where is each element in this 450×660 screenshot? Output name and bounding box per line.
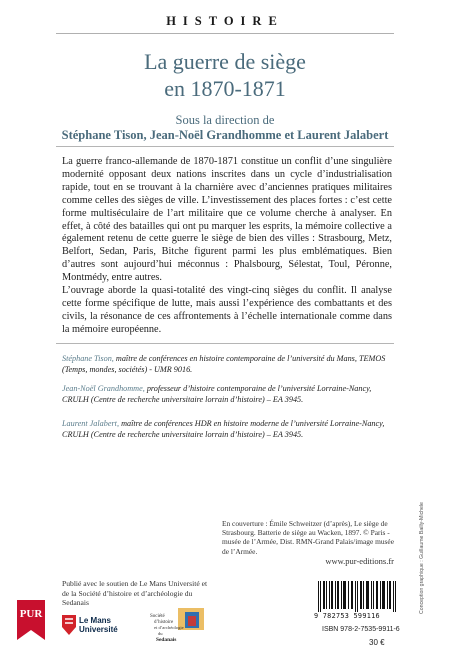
design-credit (412, 496, 428, 616)
barcode (316, 581, 399, 612)
support-text: Publié avec le soutien de Le Mans Université et de la Société d’histoire et d’archéologie du Sedanais (62, 579, 208, 607)
isbn: ISBN 978-2-7535-9911-6 (322, 626, 400, 633)
header-divider (56, 33, 394, 34)
design-credit-text: Conception graphique : Guillaume Bailly-Michele (419, 502, 425, 614)
author-text-2: professeur d’histoire contemporaine de l’université Lorraine-Nancy, CRULH (Centre de recherche universitaire lorrain d’histoire) – EA 3945. (62, 384, 372, 404)
author-name-2: Jean-Noël Grandhomme, (62, 384, 145, 393)
summary-paragraph-1: La guerre franco-allemande de 1870-1871 constitue un conflit d’une singulière modernité opposant deux nations inscrites dans un cycle d’industrialisation rapide, tout en se trouvant à la charnière avec d’anciennes pratiques militaires comme celles des sièges de ville. L’investissement des places fortes : c’est cette forme multiséculaire de l’art militaire que ce volume cherche à analyser. En effet, à côté des batailles qui ont pu marquer les esprits, la mémoire collective a également retenu de cette guerre le siège de bien des villes : Strasbourg, Metz, Belfort, Sedan, Paris, Bitche figurent parmi les plus emblématiques. Bien d’autres sont aujourd’hui méconnus : Phalsbourg, Sélestat, Toul, Péronne, Montmédy, entre autres. (62, 156, 392, 284)
pur-logo-text: PUR (19, 608, 43, 620)
author-bio-1 (62, 354, 392, 375)
shield-icon (62, 615, 76, 635)
author-bio-2 (62, 384, 392, 405)
author-text-3: maître de conférences HDR en histoire moderne de l’université Lorraine-Nancy, CRULH (Centre de recherche universitaire lorrain d’histoire) – EA 3945. (62, 419, 385, 439)
direction-names: Stéphane Tison, Jean-Noël Grandhomme et Laurent Jalabert (61, 128, 389, 142)
society-name-line-3: et d’archéologie (154, 625, 184, 630)
title-divider (56, 146, 394, 147)
pur-logo (17, 600, 45, 640)
society-name-line-2: d’histoire (154, 620, 174, 625)
cover-credit: En couverture : Émile Schweitzer (d’après), Le siège de Strasbourg. Batterie de siège au Wacken, 1897. © Paris - musée de l’Armée, Dist. RMN-Grand Palais/image musée de l’Armée. (222, 519, 394, 556)
publisher-website: www.pur-editions.fr (325, 556, 394, 566)
summary-text (62, 156, 392, 337)
societe-histoire-sedanais-logo (148, 605, 210, 647)
author-name-1: Stéphane Tison, (62, 354, 114, 363)
society-name-line-5: Sedanais (156, 637, 177, 643)
author-bio-3 (62, 419, 392, 440)
author-name-3: Laurent Jalabert, (62, 419, 120, 428)
barcode-number: 9 782753 599116 (314, 612, 380, 620)
series-label: HISTOIRE (166, 14, 284, 28)
direction-intro: Sous la direction de (175, 113, 275, 127)
book-title-line-2: en 1870-1871 (164, 76, 286, 101)
le-mans-universite-logo (62, 612, 118, 640)
summary-paragraph-2: L’ouvrage aborde la quasi-totalité des vingt-cinq sièges du conflit. Il analyse cette forme spécifique de lutte, mais aussi l’expérience des combattants et des civils, la résonance de ces affrontements à l’échelle internationale comme dans la mémoire européenne. (62, 285, 392, 335)
price: 30 € (369, 638, 385, 647)
university-name-line-1: Le Mans (79, 616, 112, 625)
university-name-line-2: Université (79, 625, 118, 634)
society-name-line-1: Société (150, 614, 165, 619)
body-divider (56, 343, 394, 344)
society-name-line-4: du (158, 631, 163, 636)
author-text-1: maître de conférences en histoire contemporaine de l’université du Mans, TEMOS (Temps, mondes, sociétés) - UMR 9016. (62, 354, 386, 374)
book-title-line-1: La guerre de siège (144, 49, 306, 74)
